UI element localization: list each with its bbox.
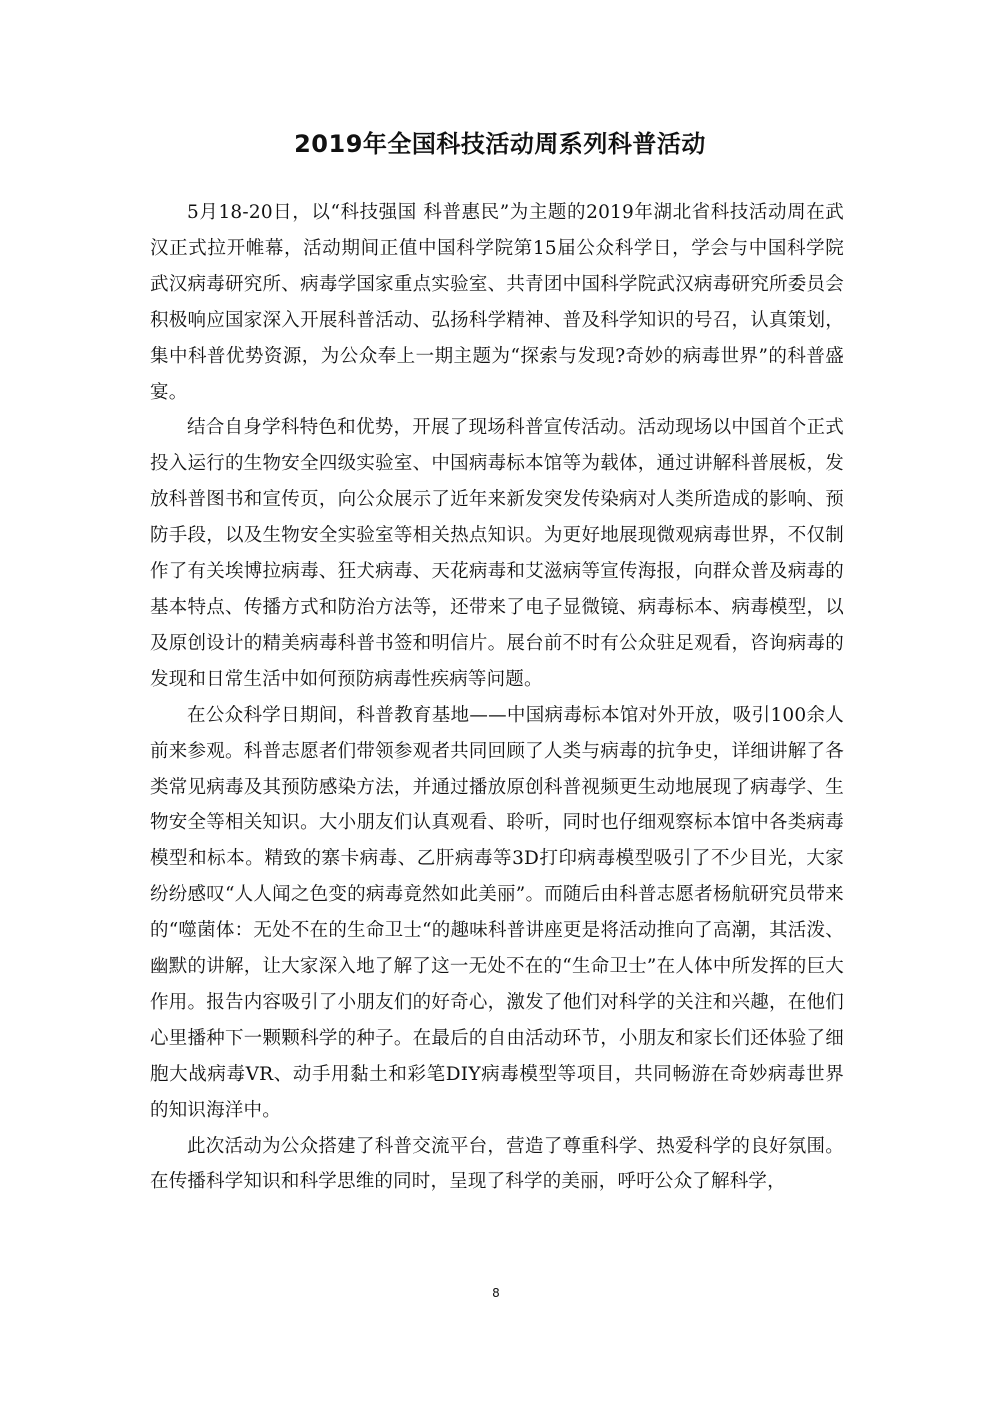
document-body xyxy=(150,195,844,1200)
page-number: 8 xyxy=(492,1286,500,1300)
paragraph-1: 5月18-20日，以“科技强国 科普惠民”为主题的2019年湖北省科技活动周在武汉正式拉开帷幕，活动期间正值中国科学院第15届公众科学日，学会与中国科学院武汉病毒研究所、病毒学国家重点实验室、共青团中国科学院武汉病毒研究所委员会积极响应国家深入开展科普活动、弘扬科学精神、普及科学知识的号召，认真策划，集中科普优势资源，为公众奉上一期主题为“探索与发现?奇妙的病毒世界”的科普盛宴。 xyxy=(150,202,844,403)
paragraph-3: 在公众科学日期间，科普教育基地——中国病毒标本馆对外开放，吸引100余人前来参观。科普志愿者们带领参观者共同回顾了人类与病毒的抗争史，详细讲解了各类常见病毒及其预防感染方法，并通过播放原创科普视频更生动地展现了病毒学、生物安全等相关知识。大小朋友们认真观看、聆听，同时也仔细观察标本馆中各类病毒模型和标本。精致的寨卡病毒、乙肝病毒等3D打印病毒模型吸引了不少目光，大家纷纷感叹“人人闻之色变的病毒竟然如此美丽”。而随后由科普志愿者杨航研究员带来的“噬菌体：无处不在的生命卫士“的趣味科普讲座更是将活动推向了高潮，其活泼、幽默的讲解，让大家深入地了解了这一无处不在的“生命卫士”在人体中所发挥的巨大作用。报告内容吸引了小朋友们的好奇心，激发了他们对科学的关注和兴趣，在他们心里播种下一颗颗科学的种子。在最后的自由活动环节，小朋友和家长们还体验了细胞大战病毒VR、动手用黏土和彩笔DIY病毒模型等项目，共同畅游在奇妙病毒世界的知识海洋中。 xyxy=(150,704,844,1121)
page-title: 2019年全国科技活动周系列科普活动 xyxy=(294,130,706,158)
paragraph-2: 结合自身学科特色和优势，开展了现场科普宣传活动。活动现场以中国首个正式投入运行的生物安全四级实验室、中国病毒标本馆等为载体，通过讲解科普展板，发放科普图书和宣传页，向公众展示了近年来新发突发传染病对人类所造成的影响、预防手段，以及生物安全实验室等相关热点知识。为更好地展现微观病毒世界，不仅制作了有关埃博拉病毒、狂犬病毒、天花病毒和艾滋病等宣传海报，向群众普及病毒的基本特点、传播方式和防治方法等，还带来了电子显微镜、病毒标本、病毒模型，以及原创设计的精美病毒科普书签和明信片。展台前不时有公众驻足观看，咨询病毒的发现和日常生活中如何预防病毒性疾病等问题。 xyxy=(150,417,844,690)
paragraph-4: 此次活动为公众搭建了科普交流平台，营造了尊重科学、热爱科学的良好氛围。在传播科学知识和科学思维的同时，呈现了科学的美丽，呼吁公众了解科学， xyxy=(150,1135,844,1193)
